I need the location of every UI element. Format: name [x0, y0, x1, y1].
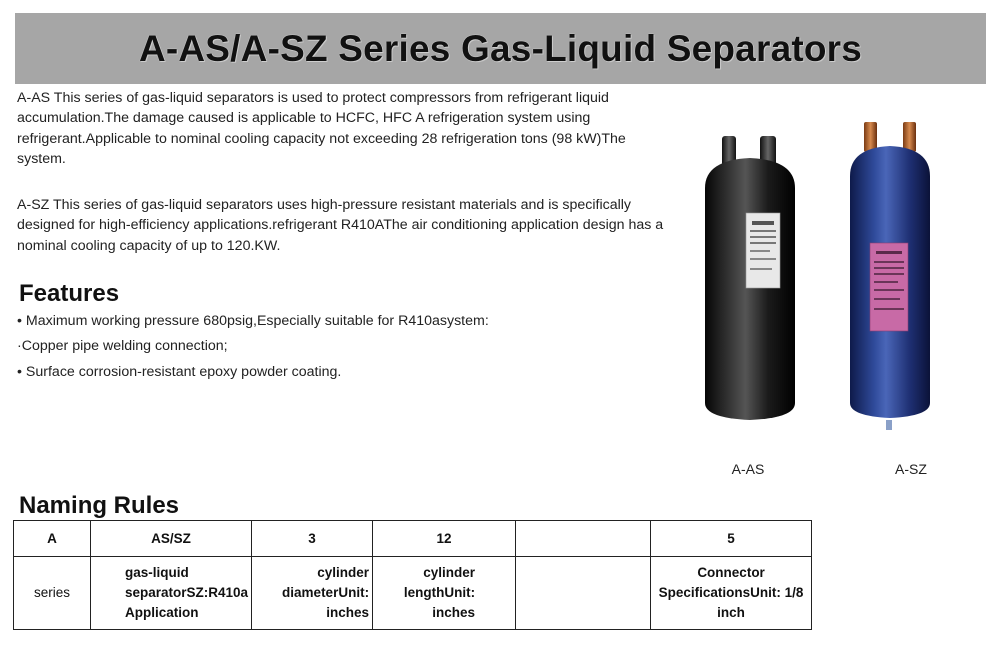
sz-description: A-SZ This series of gas-liquid separators uses high-pressure resistant materials and is specifically designed for high-efficiency applications.refrigerant R410AThe air conditioning application design has a nominal cooling capacity of up to 120.KW. [17, 197, 664, 254]
features-heading: Features [19, 280, 120, 307]
a-sz-separator-image [838, 118, 938, 438]
naming-rules-table [13, 520, 812, 630]
a-as-separator-image [700, 118, 800, 438]
table-cell: 5 [651, 521, 812, 557]
table-cell: 3 [252, 521, 373, 557]
table-cell: Connector SpecificationsUnit: 1/8 inch [651, 557, 812, 630]
table-cell: 12 [373, 521, 516, 557]
title-bar [15, 13, 986, 84]
as-description: A-AS This series of gas-liquid separators is used to protect compressors from refrigerant liquid accumulation.The damage caused is applicable to HCFC, HFC A refrigeration system using refrigerant.Applicable to nominal cooling capacity not exceeding 28 refrigeration tons (98 kW)The system. [17, 90, 626, 167]
table-cell: series [14, 557, 91, 630]
feature-item: • Surface corrosion-resistant epoxy powder coating. [17, 364, 342, 380]
table-cell: cylinder diameterUnit: inches [252, 557, 373, 630]
table-cell: gas-liquid separatorSZ:R410a Application [91, 557, 252, 630]
table-cell [516, 557, 651, 630]
feature-item: • Maximum working pressure 680psig,Especially suitable for R410asystem: [17, 313, 489, 329]
a-sz-caption: A-SZ [895, 461, 927, 477]
table-row [14, 521, 812, 557]
a-as-caption: A-AS [731, 461, 765, 477]
table-row [14, 557, 812, 630]
table-cell: A [14, 521, 91, 557]
naming-rules-heading: Naming Rules [19, 492, 180, 519]
table-cell: cylinder lengthUnit: inches [373, 557, 516, 630]
table-cell: AS/SZ [91, 521, 252, 557]
page-title: A-AS/A-SZ Series Gas-Liquid Separators [138, 27, 863, 69]
table-cell [516, 521, 651, 557]
feature-item: ·Copper pipe welding connection; [17, 338, 228, 354]
